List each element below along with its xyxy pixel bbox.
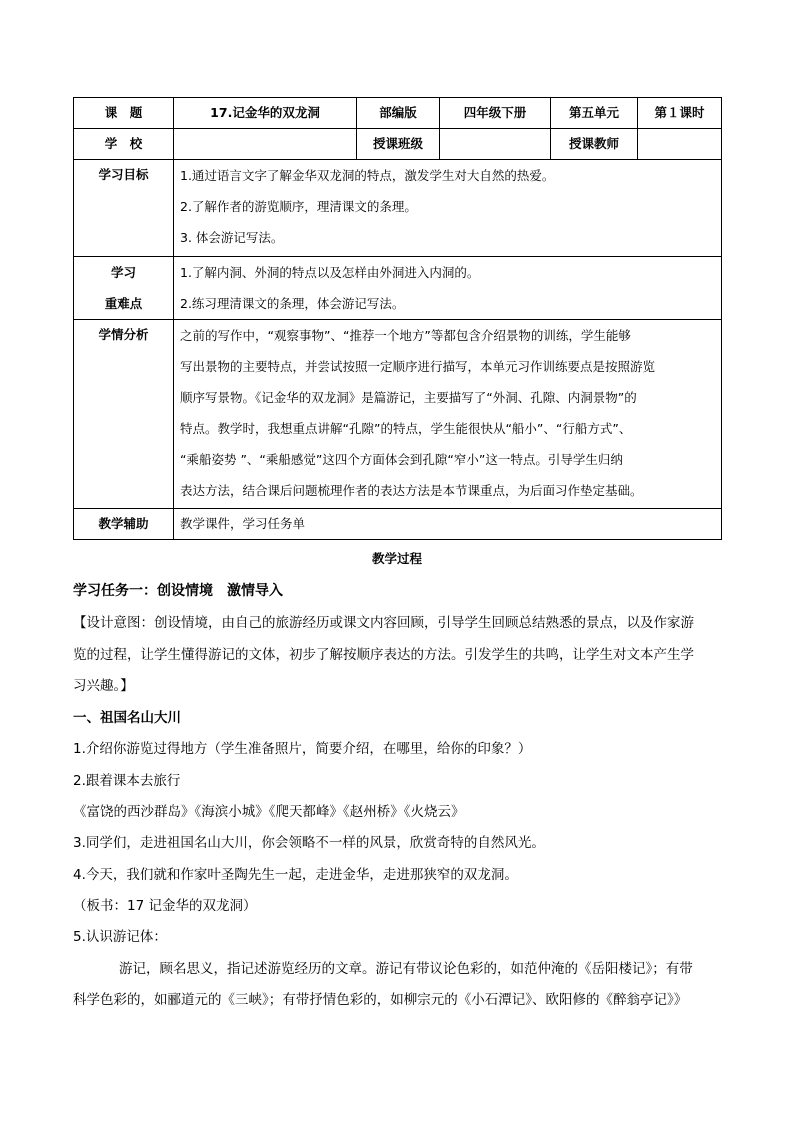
list-item: （板书：17 记金华的双龙洞） [73, 898, 257, 914]
design-intent-line: 【设计意图：创设情境，由自己的旅游经历或课文内容回顾，引导学生回顾总结熟悉的景点，以及作家游 [73, 615, 694, 631]
table-row-school [74, 129, 722, 160]
key-points-label-line2: 重难点 [104, 296, 143, 311]
design-intent-line: 览的过程，让学生懂得游记的文体，初步了解按顺序表达的方法。引发学生的共鸣，让学生对文本产生学 [73, 647, 694, 663]
key-points-label [74, 257, 174, 320]
key-points-content [174, 257, 722, 320]
lesson-title: 17.记金华的双龙洞 [174, 98, 357, 129]
class-value [440, 129, 551, 160]
unit: 第五单元 [551, 98, 638, 129]
analysis-line: 写出景物的主要特点，并尝试按照一定顺序进行描写，本单元习作训练要点是按照游览 [180, 359, 656, 374]
key-points-label-line1: 学习 [110, 265, 136, 280]
list-item: 3.同学们，走进祖国名山大川，你会领略不一样的风景，欣赏奇特的自然风光。 [73, 835, 545, 851]
list-item: 《富饶的西沙群岛》《海滨小城》《爬天都峰》《赵州桥》《火烧云》 [73, 804, 465, 820]
list-item: 5.认识游记体： [73, 929, 167, 945]
list-item: 2.跟着课本去旅行 [73, 773, 181, 789]
table-row-aids [74, 509, 722, 540]
goal-item: 3. 体会游记写法。 [180, 230, 284, 245]
edition: 部编版 [357, 98, 440, 129]
paragraph-line: 游记，顾名思义，指记述游览经历的文章。游记有带议论色彩的，如范仲淹的《岳阳楼记》；有带 [119, 961, 693, 977]
task1-heading: 学习任务一：创设情境 激情导入 [73, 583, 283, 599]
goal-item: 2.了解作者的游览顺序，理清课文的条理。 [180, 199, 417, 214]
sub-heading: 一、祖国名山大川 [73, 710, 181, 726]
analysis-line: 之前的写作中，“观察事物”、“推荐一个地方”等都包含介绍景物的训练，学生能够 [180, 328, 631, 343]
list-item: 1.介绍你游览过得地方（学生准备照片，简要介绍，在哪里，给你的印象？） [73, 741, 532, 757]
list-item: 4.今天，我们就和作家叶圣陶先生一起，走进金华，走进那狭窄的双龙洞。 [73, 867, 518, 883]
grade: 四年级下册 [440, 98, 551, 129]
goal-item: 1.通过语言文字了解金华双龙洞的特点，激发学生对大自然的热爱。 [180, 168, 555, 183]
class-label: 授课班级 [357, 129, 440, 160]
key-point-item: 2.练习理清课文的条理，体会游记写法。 [180, 296, 405, 311]
lesson-info-table-full [73, 97, 722, 540]
analysis-line: 表达方法，结合课后问题梳理作者的表达方法是本节课重点，为后面习作垫定基础。 [180, 483, 643, 498]
goals-content [174, 160, 722, 257]
table-row-analysis [74, 320, 722, 509]
teacher-label: 授课教师 [551, 129, 638, 160]
analysis-content [174, 320, 722, 509]
table-row-key-points [74, 257, 722, 320]
process-title: 教学过程 [371, 551, 422, 566]
aids-label: 教学辅助 [74, 509, 174, 540]
teacher-value [638, 129, 722, 160]
analysis-line: 顺序写景物。《记金华的双龙洞》是篇游记，主要描写了“外洞、孔隙、内洞景物”的 [180, 390, 637, 405]
analysis-label: 学情分析 [74, 320, 174, 509]
design-intent-line: 习兴趣。】 [73, 678, 134, 694]
school-value [174, 129, 357, 160]
period: 第１课时 [638, 98, 722, 129]
lesson-label: 课 题 [74, 98, 174, 129]
analysis-line: “乘船姿势 ”、“乘船感觉”这四个方面体会到孔隙“窄小”这一特点。引导学生归纳 [180, 452, 623, 467]
goals-label: 学习目标 [74, 160, 174, 257]
key-point-item: 1.了解内洞、外洞的特点以及怎样由外洞进入内洞的。 [180, 265, 480, 280]
school-label: 学 校 [74, 129, 174, 160]
aids-value: 教学课件，学习任务单 [174, 509, 722, 540]
paragraph-line: 科学色彩的，如郦道元的《三峡》；有带抒情色彩的，如柳宗元的《小石潭记》、欧阳修的《醉翁亭记》》 [73, 992, 688, 1008]
table-row-goals [74, 160, 722, 257]
analysis-line: 特点。教学时，我想重点讲解“孔隙”的特点，学生能很快从“船小”、“行船方式”、 [180, 421, 632, 436]
table-row-lesson [74, 98, 722, 129]
